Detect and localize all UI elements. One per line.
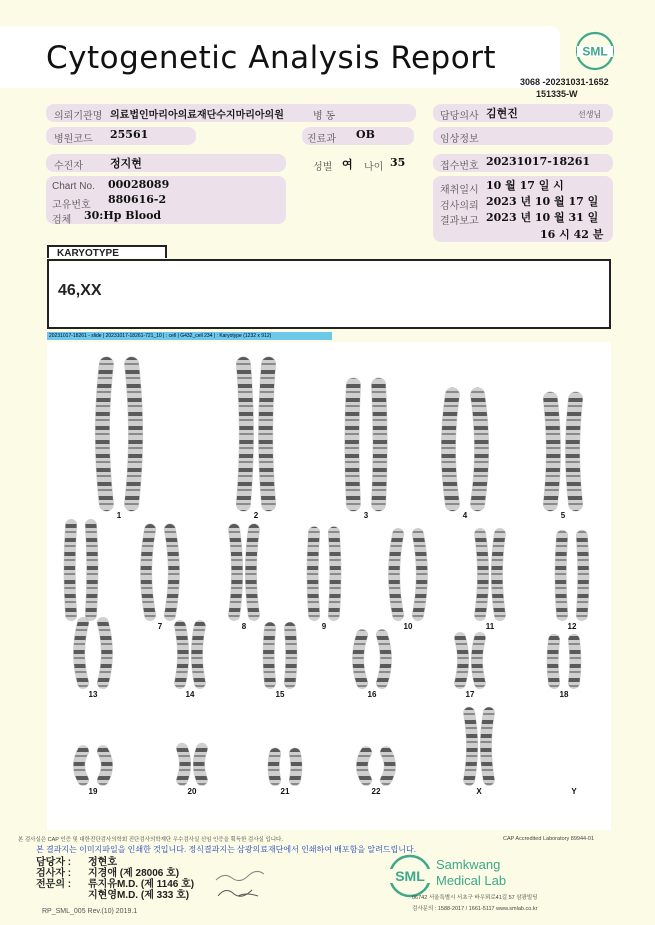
chromosome-2-b	[266, 364, 269, 504]
patient-name-label: 수진자	[54, 161, 83, 172]
report-ref-line1: 3068 -20231031-1652	[520, 77, 609, 87]
chromosome-8-b	[251, 530, 254, 616]
karyogram-image	[47, 342, 611, 830]
chromosome-21-b	[295, 754, 297, 780]
chromosome-label-X: X	[476, 787, 482, 796]
chromosome-label-2: 2	[253, 511, 259, 520]
chromosome-15-a	[269, 628, 271, 683]
chromosome-11-a	[480, 534, 483, 615]
form-code: RP_SML_005 Rev.(10) 2019.1	[42, 908, 138, 915]
chromosome-label-Y: Y	[571, 787, 577, 796]
age-value: 35	[390, 156, 406, 169]
chromosome-label-15: 15	[275, 690, 285, 699]
unique-value: 880616-2	[108, 193, 167, 206]
sex-label: 성별	[313, 162, 333, 173]
samkwang-logo-text: SML	[395, 868, 425, 884]
chromosome-label-1: 1	[116, 511, 122, 520]
specimen-value: 30:Hp Blood	[84, 209, 162, 222]
staff-role-0: 담당자 :	[36, 857, 72, 868]
chromosome-label-13: 13	[88, 690, 98, 699]
chromosome-1-b	[132, 364, 136, 504]
chromosome-label-10: 10	[403, 622, 413, 631]
chromosome-16-a	[358, 635, 362, 683]
staff-name-1: 지경애 (제 28006 호)	[88, 868, 180, 879]
company-name-1: Samkwang	[436, 857, 501, 872]
staff-name-3: 지현영M.D. (제 333 호)	[88, 890, 190, 901]
chromosome-12-a	[561, 536, 563, 615]
chromosome-label-20: 20	[187, 787, 197, 796]
chromosome-14-b	[197, 626, 200, 683]
chromosome-9-a	[313, 532, 315, 615]
chromosome-19-a	[79, 751, 83, 780]
image-info-strip: 20231017-18261 - slide | 20231017-18261-721_10 | : cell | G432_cell 234 | : Karyotype (1232 x 912)	[47, 332, 332, 340]
staff-role-1: 검사자 :	[36, 868, 72, 879]
chromosome-14-a	[180, 626, 183, 683]
chromosome-15-b	[290, 628, 292, 683]
chromosome-label-12: 12	[567, 622, 577, 631]
chromosome-5-a	[550, 399, 553, 504]
specimen-label: 검체	[52, 215, 72, 226]
doctor-value: 김현진	[486, 107, 518, 120]
cap-text: CAP Accredited Laboratory 89944-01	[503, 836, 595, 842]
chromosome-9-b	[334, 532, 336, 615]
chromosome-6-a	[70, 525, 72, 615]
staff-name-0: 정현호	[88, 857, 117, 868]
karyotype-result-box	[47, 259, 611, 329]
notice-text: 본 결과지는 이미지파일을 인쇄한 것입니다. 정식결과지는 삼광의료재단에서 인쇄하여 배포함을 알려드립니다.	[36, 845, 416, 854]
chromosome-22-a	[362, 752, 366, 780]
chromosome-label-3: 3	[363, 511, 369, 520]
request-label: 검사의뢰	[440, 201, 479, 212]
chromosome-X-b	[486, 713, 489, 780]
staff-role-2: 전문의 :	[36, 879, 72, 890]
chromosome-2-a	[243, 364, 246, 504]
chromosome-label-4: 4	[462, 511, 468, 520]
sml-logo-text: SML	[582, 44, 608, 59]
doctor-label: 담당의사	[440, 111, 479, 122]
institution-label: 의뢰기관명	[54, 111, 103, 122]
chromosome-1-a	[102, 364, 106, 504]
chart-label: Chart No.	[52, 181, 95, 192]
chromosome-17-a	[460, 638, 463, 683]
chromosome-21-a	[274, 754, 276, 780]
report-time: 16 시 42 분	[540, 228, 604, 241]
chromosome-17-b	[477, 638, 480, 683]
clinical-info-label: 임상정보	[440, 134, 479, 145]
company-name-2: Medical Lab	[436, 873, 507, 888]
chromosome-3-b	[379, 385, 381, 504]
chromosome-7-b	[170, 530, 174, 616]
patient-name-value: 정지현	[110, 157, 142, 170]
dept-value: OB	[356, 128, 375, 141]
chromosome-5-b	[573, 399, 576, 504]
chromosome-13-a	[79, 623, 83, 683]
report-value: 2023 년 10 월 31 일	[486, 211, 599, 224]
hospital-code-label: 병원코드	[54, 134, 93, 145]
report-ref-line2: 151335-W	[536, 89, 578, 99]
chromosome-18-b	[574, 640, 576, 683]
chromosome-6-b	[91, 525, 93, 615]
company-contact: 검사문의 : 1588-2017 / 1661-5117 www.smlab.co.kr	[412, 906, 538, 912]
chromosome-label-14: 14	[185, 690, 195, 699]
chromosome-label-8: 8	[241, 622, 247, 631]
collect-label: 채취일시	[440, 185, 479, 196]
doctor-suffix: 선생님	[578, 110, 602, 119]
collect-value: 10 월 17 일 시	[486, 179, 564, 192]
unique-label: 고유번호	[52, 200, 91, 211]
chromosome-label-16: 16	[367, 690, 377, 699]
dept-label: 진료과	[307, 134, 336, 145]
staff-name-2: 류지유M.D. (제 1146 호)	[88, 879, 195, 890]
chromosome-20-b	[199, 749, 202, 780]
chromosome-12-b	[582, 536, 584, 615]
chromosome-X-a	[469, 713, 472, 780]
chart-value: 00028089	[108, 178, 170, 191]
chromosome-label-5: 5	[560, 511, 566, 520]
institution-value: 의료법인마리아의료재단수지마리아의원	[110, 110, 284, 121]
chromosome-label-6: 6	[78, 622, 84, 631]
chromosome-19-b	[103, 751, 107, 780]
chromosome-16-b	[382, 635, 386, 683]
chromosome-10-b	[418, 534, 422, 615]
chromosome-label-17: 17	[465, 690, 475, 699]
karyotype-result: 46,XX	[58, 282, 102, 299]
chromosome-20-a	[182, 749, 185, 780]
receipt-label: 접수번호	[440, 161, 479, 172]
ward-label: 병 동	[313, 111, 336, 122]
chromosome-label-19: 19	[88, 787, 98, 796]
hospital-code-value: 25561	[110, 128, 149, 141]
chromosome-10-a	[394, 534, 398, 615]
age-label: 나이	[364, 162, 384, 173]
chromosome-18-a	[553, 640, 555, 683]
chromosome-label-9: 9	[321, 622, 327, 631]
report-title: Cytogenetic Analysis Report	[46, 40, 497, 76]
disclaimer-text: 본 검사실은 CAP 인증 및 대한진단검사의학회 진단검사의학재단 우수검사실 신임 인증을 획득한 검사실 입니다.	[18, 837, 283, 843]
chromosome-label-7: 7	[157, 622, 163, 631]
company-address: 06742 서울특별시 서초구 바우뫼로41길 57 삼광빌딩	[412, 895, 538, 901]
receipt-value: 20231017-18261	[486, 155, 591, 168]
signatures	[212, 866, 268, 902]
sex-value: 여	[342, 158, 353, 171]
chromosome-3-a	[352, 385, 354, 504]
report-label: 결과보고	[440, 216, 479, 227]
chromosome-label-11: 11	[485, 622, 495, 631]
chromosome-11-b	[497, 534, 500, 615]
chromosome-label-18: 18	[559, 690, 569, 699]
chromosome-label-22: 22	[371, 787, 381, 796]
chromosome-13-b	[103, 623, 107, 683]
chromosome-8-a	[234, 530, 237, 616]
chromosome-4-a	[448, 395, 452, 504]
chromosome-4-b	[478, 395, 482, 504]
chromosome-label-21: 21	[280, 787, 290, 796]
request-value: 2023 년 10 월 17 일	[486, 195, 599, 208]
karyotype-tab: KARYOTYPE	[47, 245, 167, 258]
chromosome-22-b	[386, 752, 390, 780]
sml-logo	[574, 30, 616, 72]
chromosome-7-a	[146, 530, 150, 616]
